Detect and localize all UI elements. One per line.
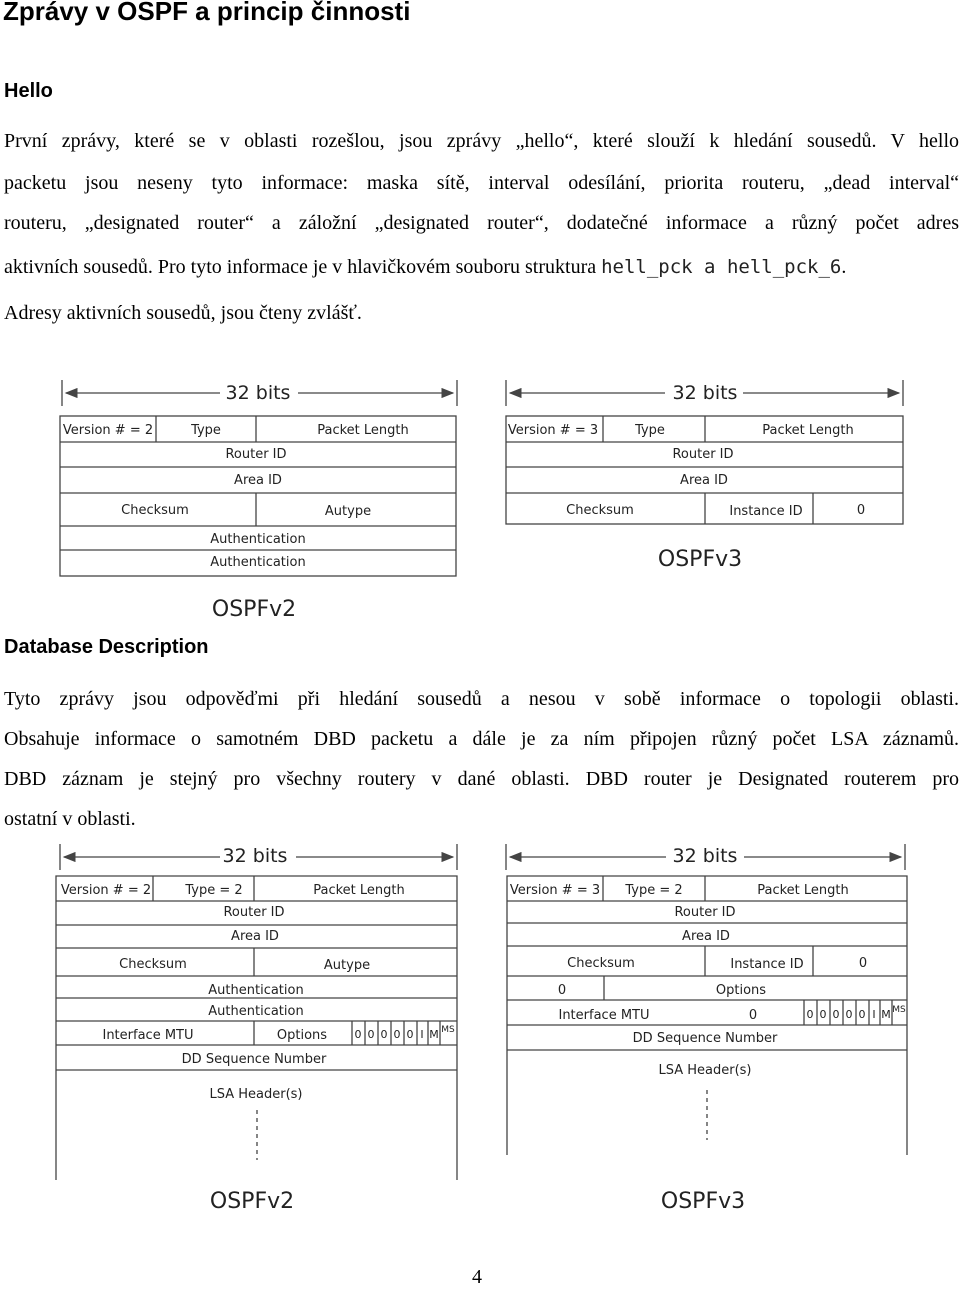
dbd-v3-instance-id: Instance ID xyxy=(730,957,804,972)
dbd-line-1: Tyto zprávy jsou odpověďmi při hledání sousedů a nesou v sobě informace o topologii oblasti. xyxy=(4,688,959,710)
dbd-v2-auth-2: Authentication xyxy=(208,1004,304,1019)
hello-v3-version: Version # = 3 xyxy=(507,423,599,438)
dbd-v3-lsa-headers: LSA Header(s) xyxy=(658,1063,752,1078)
dbd-v3-version: Version # = 3 xyxy=(509,883,601,898)
page-number: 4 xyxy=(472,1266,482,1288)
dbd-v2-bit-4: 0 xyxy=(393,1028,401,1041)
hello-v2-type: Type xyxy=(191,423,221,438)
dbd-heading: Database Description xyxy=(4,636,209,658)
hello-v3-caption: OSPFv3 xyxy=(657,547,743,572)
dbd-v2-lsa-headers: LSA Header(s) xyxy=(209,1087,303,1102)
dbd-v2-version: Version # = 2 xyxy=(60,883,152,898)
dbd-line-4: ostatní v oblasti. xyxy=(4,808,136,830)
hello-v2-version: Version # = 2 xyxy=(62,423,154,438)
page-title: Zprávy v OSPF a princip činnosti xyxy=(3,0,411,26)
hello-v2-auth-2: Authentication xyxy=(210,555,306,570)
hello-v3-packet-length: Packet Length xyxy=(762,423,854,438)
hello-v2-bits-label: 32 bits xyxy=(225,382,291,404)
hello-v2-auth-1: Authentication xyxy=(210,532,306,547)
hello-line-4-text: aktivních sousedů. Pro tyto informace je v hlavičkovém souboru struktura xyxy=(4,256,602,278)
dbd-v2-bit-3: 0 xyxy=(380,1028,388,1041)
dbd-v3-bit-i: I xyxy=(872,1008,876,1021)
hello-v2-router-id: Router ID xyxy=(225,447,287,462)
dbd-v3-bit-2: 0 xyxy=(819,1008,827,1021)
hello-line-1: První zprávy, které se v oblasti rozešlou, jsou zprávy „hello“, které slouží k hledání sousedů. V hello xyxy=(4,130,959,152)
dbd-v3-zero: 0 xyxy=(858,956,868,971)
hello-v3-area-id: Area ID xyxy=(680,473,728,488)
dbd-v3-options-zero: 0 xyxy=(557,983,567,998)
dbd-v2-packet-length: Packet Length xyxy=(313,883,405,898)
dbd-v2-caption: OSPFv2 xyxy=(209,1189,295,1214)
dbd-v2-bit-2: 0 xyxy=(367,1028,375,1041)
hello-heading: Hello xyxy=(4,80,53,102)
dbd-v2-bits-label: 32 bits xyxy=(222,845,288,867)
dbd-v3-bit-5: 0 xyxy=(858,1008,866,1021)
dbd-v3-checksum: Checksum xyxy=(567,956,635,971)
dbd-v2-options: Options xyxy=(276,1028,328,1043)
dbd-v2-auth-1: Authentication xyxy=(208,983,304,998)
dbd-v3-caption: OSPFv3 xyxy=(660,1189,746,1214)
hello-v3-router-id: Router ID xyxy=(672,447,734,462)
dbd-v2-area-id: Area ID xyxy=(231,929,279,944)
dbd-v3-bit-m: M xyxy=(881,1008,891,1021)
dbd-line-3: DBD záznam je stejný pro všechny routery v dané oblasti. DBD router je Designated routerem pro xyxy=(4,768,959,790)
dbd-v3-bits-label: 32 bits xyxy=(672,845,738,867)
hello-v2-caption: OSPFv2 xyxy=(211,597,297,622)
dbd-v2-bit-ms: MS xyxy=(441,1025,455,1035)
dbd-v2-checksum: Checksum xyxy=(119,957,187,972)
hello-line-5: Adresy aktivních sousedů, jsou čteny zvlášť. xyxy=(4,302,362,324)
struct-name-code: hell_pck a hell_pck_6 xyxy=(601,256,842,278)
dbd-v3-interface-mtu: Interface MTU xyxy=(558,1008,650,1023)
hello-v3-type: Type xyxy=(635,423,665,438)
dbd-v2-interface-mtu: Interface MTU xyxy=(102,1028,194,1043)
dbd-v3-options: Options xyxy=(715,983,767,998)
dbd-v2-bit-5: 0 xyxy=(406,1028,414,1041)
dbd-v2-bit-m: M xyxy=(429,1028,439,1041)
dbd-v2-dd-sequence: DD Sequence Number xyxy=(181,1052,327,1067)
hello-line-4-end: . xyxy=(841,256,847,278)
dbd-v2-autype: Autype xyxy=(323,958,371,973)
dbd-v3-packet-length: Packet Length xyxy=(757,883,849,898)
dbd-v3-router-id: Router ID xyxy=(674,905,736,920)
hello-v3-bits-label: 32 bits xyxy=(672,382,738,404)
hello-line-2: packetu jsou neseny tyto informace: maska sítě, interval odesílání, priorita routeru, „dead interval“ xyxy=(4,172,959,194)
dbd-line-2: Obsahuje informace o samotném DBD packetu a dále je za ním připojen různý počet LSA záznamů. xyxy=(4,728,959,750)
hello-v2-autype: Autype xyxy=(324,504,372,519)
dbd-v2-router-id: Router ID xyxy=(223,905,285,920)
dbd-v3-bit-ms: MS xyxy=(892,1005,906,1015)
dbd-v3-mtu-zero: 0 xyxy=(748,1008,758,1023)
hello-v2-area-id: Area ID xyxy=(234,473,282,488)
hello-v3-instance-id: Instance ID xyxy=(729,504,803,519)
dbd-v3-type: Type = 2 xyxy=(625,883,683,898)
dbd-v3-bit-3: 0 xyxy=(832,1008,840,1021)
hello-v2-packet-length: Packet Length xyxy=(317,423,409,438)
dbd-v2-type: Type = 2 xyxy=(185,883,243,898)
hello-line-3: routeru, „designated router“ a záložní „designated router“, dodatečné informace a různý počet adres xyxy=(4,212,959,234)
dbd-v3-area-id: Area ID xyxy=(682,929,730,944)
dbd-v2-bit-i: I xyxy=(420,1028,424,1041)
dbd-v3-bit-4: 0 xyxy=(845,1008,853,1021)
dbd-v2-bit-1: 0 xyxy=(354,1028,362,1041)
dbd-v3-bit-1: 0 xyxy=(806,1008,814,1021)
dbd-v3-dd-sequence: DD Sequence Number xyxy=(632,1031,778,1046)
hello-v2-checksum: Checksum xyxy=(121,503,189,518)
hello-v3-zero: 0 xyxy=(856,503,866,518)
hello-v3-checksum: Checksum xyxy=(566,503,634,518)
